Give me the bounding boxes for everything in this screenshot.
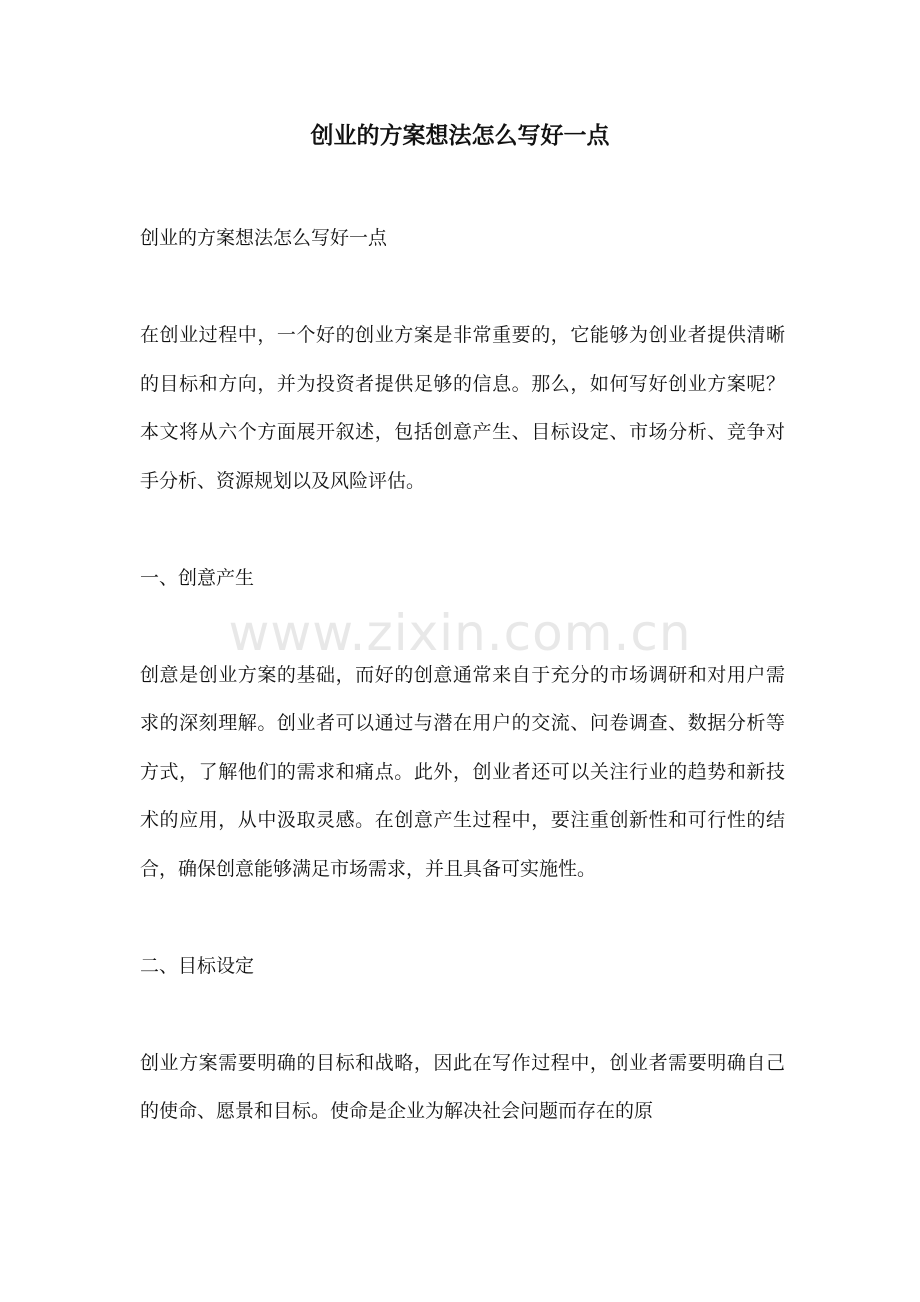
intro-paragraph: 在创业过程中，一个好的创业方案是非常重要的，它能够为创业者提供清晰的目标和方向，并为投资者提供足够的信息。那么，如何写好创业方案呢？本文将从六个方面展开叙述，包括创意产生、目标设定、市场分析、竞争对手分析、资源规划以及风险评估。 [140,324,785,492]
idea-paragraph: 创意是创业方案的基础，而好的创意通常来自于充分的市场调研和对用户需求的深刻理解。创业者可以通过与潜在用户的交流、问卷调查、数据分析等方式，了解他们的需求和痛点。此外，创业者还可以关注行业的趋势和新技术的应用，从中汲取灵感。在创意产生过程中，要注重创新性和可行性的结合，确保创意能够满足市场需求，并且具备可实施性。 [140,663,785,880]
subtitle-paragraph: 创业的方案想法怎么写好一点 [140,227,388,249]
section-heading-idea: 一、创意产生 [140,566,255,589]
goals-paragraph: 创业方案需要明确的目标和战略，因此在写作过程中，创业者需要明确自己的使命、愿景和目标。使命是企业为解决社会问题而存在的原 [140,1051,785,1122]
document-body [140,214,785,1184]
document-title: 创业的方案想法怎么写好一点 [310,122,610,149]
section-heading-goals: 二、目标设定 [140,954,255,977]
watermark-text: www.zixin.com.cn [228,604,692,662]
